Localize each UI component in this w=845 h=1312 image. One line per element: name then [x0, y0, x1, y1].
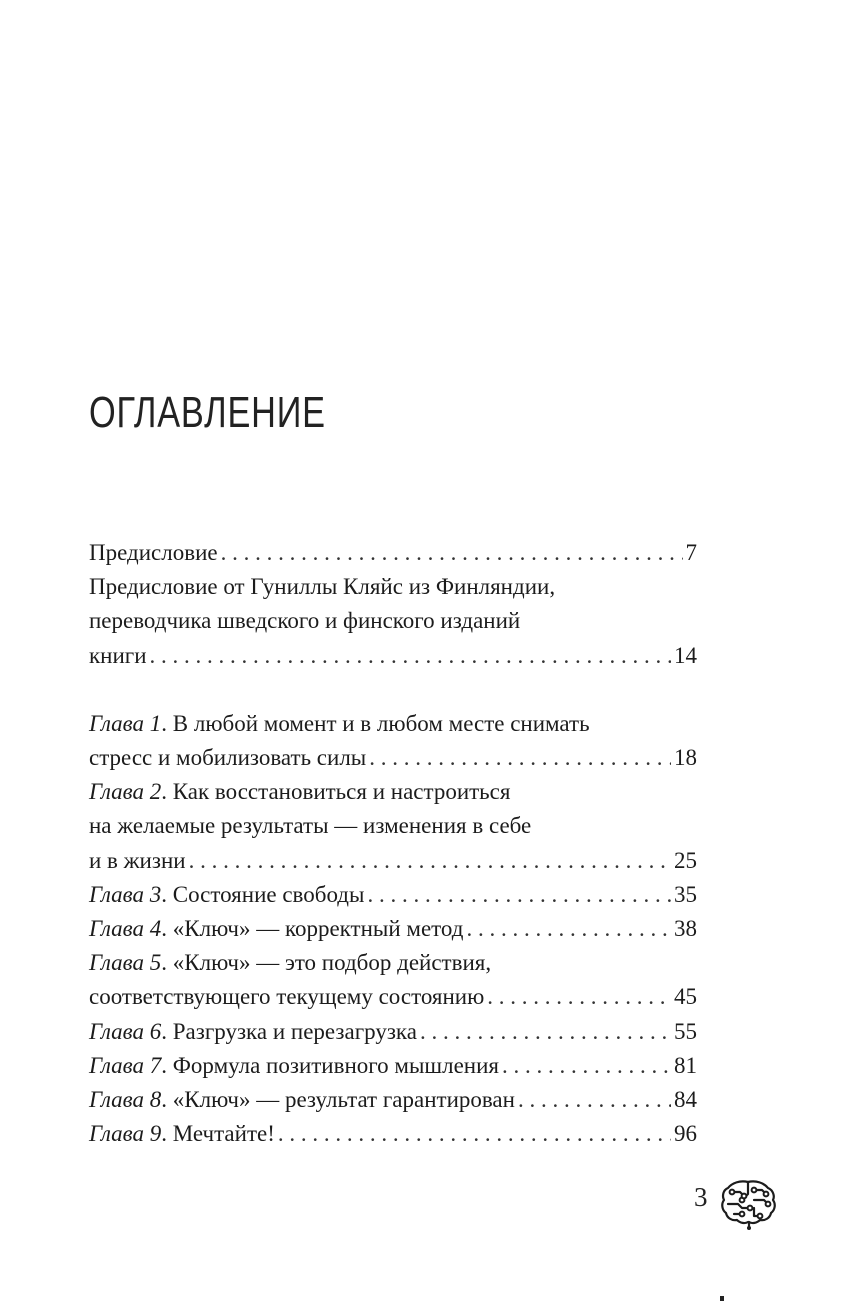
- toc-entry-title-line: переводчика шведского и финского изданий: [89, 608, 521, 634]
- chapter-label: Глава 9: [89, 1121, 162, 1147]
- table-of-contents: [89, 536, 697, 1151]
- dot-leader: [369, 741, 671, 775]
- toc-entry-title: . Состояние свободы: [161, 881, 365, 907]
- toc-page-number: 7: [685, 540, 697, 565]
- toc-entry-title: Предисловие: [89, 540, 218, 565]
- toc-page-number: 38: [674, 916, 697, 942]
- toc-page-number: 81: [674, 1052, 697, 1078]
- page-number: 3: [694, 1182, 708, 1212]
- toc-entry-chapter-9[interactable]: [89, 1117, 697, 1151]
- toc-entry-translator-preface[interactable]: [89, 570, 697, 673]
- toc-page-number: 84: [674, 1087, 697, 1113]
- toc-page-number: 25: [674, 847, 697, 873]
- chapter-label: Глава 3: [89, 881, 162, 907]
- toc-entry-title-line: Предисловие от Гуниллы Кляйс из Финляндии,: [89, 574, 556, 600]
- toc-entry-title-line: книги: [89, 642, 147, 668]
- dot-leader: [502, 1049, 671, 1083]
- toc-entry-title-line: . «Ключ» — это подбор действия,: [161, 950, 492, 976]
- toc-entry-chapter-1[interactable]: [89, 707, 697, 775]
- chapter-label: Глава 6: [89, 1018, 162, 1044]
- chapter-label: Глава 4: [89, 916, 162, 942]
- toc-entry-title: . Формула позитивного мышления: [161, 1052, 499, 1078]
- chapter-label: Глава 8: [89, 1087, 162, 1113]
- section-gap: [89, 673, 697, 707]
- toc-entry-chapter-2[interactable]: [89, 775, 697, 878]
- dot-leader: [420, 1015, 671, 1049]
- toc-entry-chapter-4[interactable]: [89, 912, 697, 946]
- page-title: ОГЛАВЛЕНИЕ: [89, 388, 326, 437]
- toc-entry-title-line: стресс и мобилизовать силы: [89, 745, 367, 771]
- dot-leader: [367, 878, 671, 912]
- dot-leader: [221, 536, 683, 570]
- toc-entry-chapter-6[interactable]: [89, 1015, 697, 1049]
- toc-entry-chapter-8[interactable]: [89, 1083, 697, 1117]
- print-mark: [720, 1296, 724, 1301]
- chapter-label: Глава 2: [89, 779, 162, 805]
- toc-page-number: 35: [674, 881, 697, 907]
- toc-entry-title: . «Ключ» — корректный метод: [161, 916, 464, 942]
- toc-entry-chapter-7[interactable]: [89, 1049, 697, 1083]
- chapter-label: Глава 7: [89, 1052, 162, 1078]
- toc-entry-chapter-5[interactable]: [89, 946, 697, 1014]
- toc-entry-title: . Мечтайте!: [161, 1121, 275, 1147]
- toc-page-number: 14: [674, 642, 697, 668]
- toc-entry-title-line: . В любой момент и в любом месте снимать: [161, 710, 590, 736]
- toc-entry-chapter-3[interactable]: [89, 878, 697, 912]
- toc-page-number: 45: [674, 984, 697, 1010]
- dot-leader: [278, 1117, 671, 1151]
- chapter-label: Глава 1: [89, 710, 162, 736]
- chapter-label: Глава 5: [89, 950, 162, 976]
- toc-entry-title: . Разгрузка и перезагрузка: [161, 1018, 417, 1044]
- toc-page-number: 55: [674, 1018, 697, 1044]
- toc-page-number: 96: [674, 1121, 697, 1147]
- toc-entry-preface[interactable]: [89, 536, 697, 570]
- toc-entry-title-line: на желаемые результаты — изменения в себе: [89, 813, 532, 839]
- dot-leader: [466, 912, 671, 946]
- toc-entry-title: . «Ключ» — результат гарантирован: [161, 1087, 515, 1113]
- circuit-brain-icon: [720, 1178, 778, 1230]
- toc-entry-title-line: . Как восстановиться и настроиться: [161, 779, 511, 805]
- dot-leader: [487, 980, 671, 1014]
- dot-leader: [150, 639, 671, 673]
- toc-page-number: 18: [674, 745, 697, 771]
- toc-entry-title-line: соответствующего текущему состоянию: [89, 984, 485, 1010]
- dot-leader: [518, 1083, 671, 1117]
- dot-leader: [189, 844, 671, 878]
- toc-entry-title-line: и в жизни: [89, 847, 186, 873]
